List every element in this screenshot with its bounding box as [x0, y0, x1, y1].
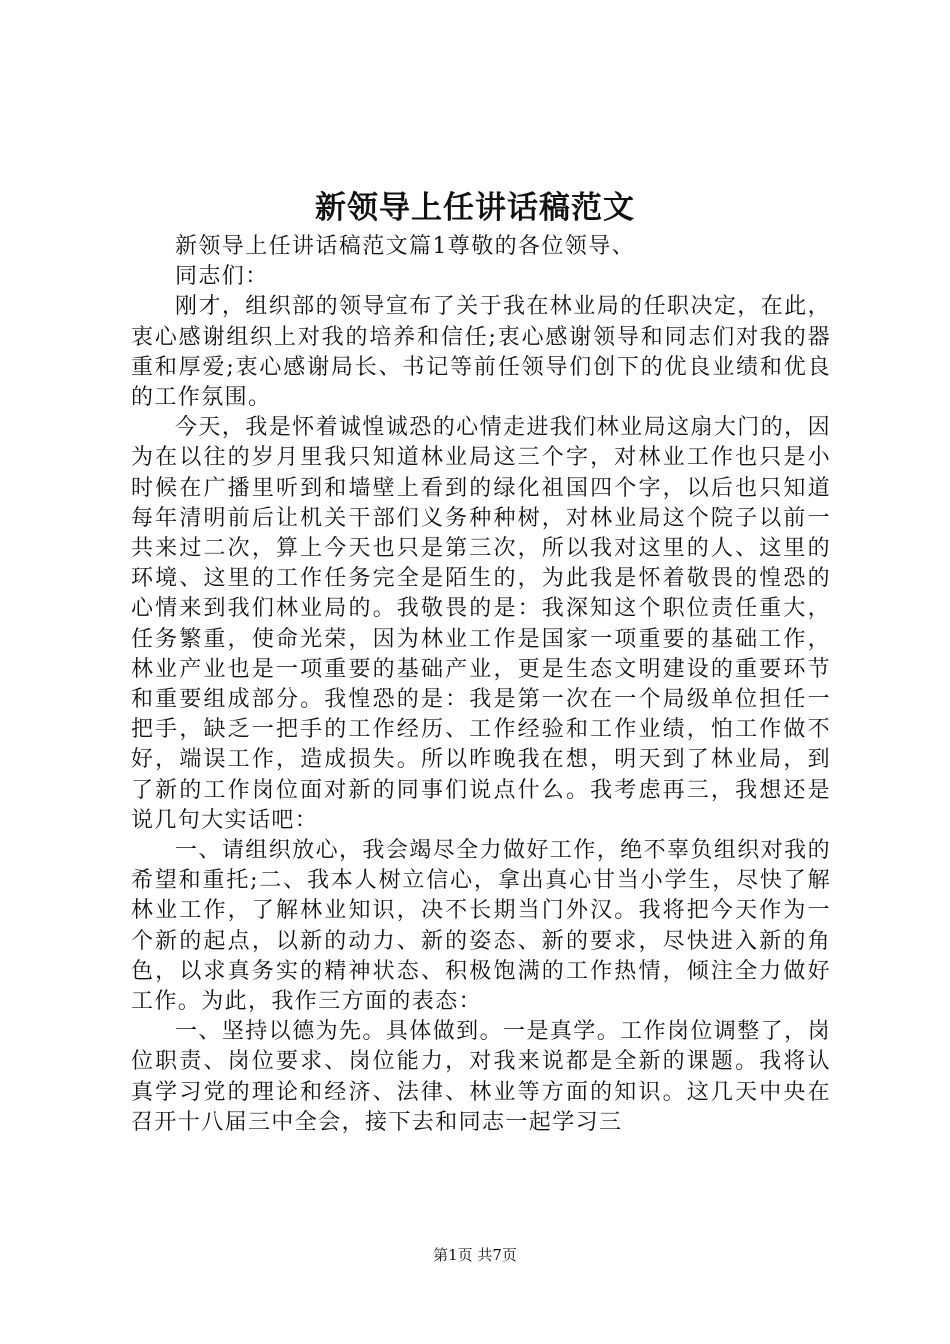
paragraph-feelings: 今天，我是怀着诚惶诚恐的心情走进我们林业局这扇大门的，因为在以往的岁月里我只知道林业局这三个字，对林业工作也只是小时候在广播里听到和墙壁上看到的绿化祖国四个字，以后也只知道每年清明前后让机关干部们义务种种树，对林业局这个院子以前一共来过二次，算上今天也只是第三次，所以我对这里的人、这里的环境、这里的工作任务完全是陌生的，为此我是怀着敬畏的惶恐的心情来到我们林业局的。我敬畏的是：我深知这个职位责任重大，任务繁重，使命光荣，因为林业工作是国家一项重要的基础工作，林业产业也是一项重要的基础产业，更是生态文明建设的重要环节和重要组成部分。我惶恐的是：我是第一次在一个局级单位担任一把手，缺乏一把手的工作经历、工作经验和工作业绩，怕工作做不好，端误工作，造成损失。所以昨晚我在想，明天到了林业局，到了新的工作岗位面对新的同事们说点什么。我考虑再三，我想还是说几句大实话吧：	[131, 415, 831, 833]
document-body	[131, 232, 831, 1138]
paragraph-virtue: 一、坚持以德为先。具体做到。一是真学。工作岗位调整了，岗位职责、岗位要求、岗位能力，对我来说都是全新的课题。我将认真学习党的理论和经济、法律、林业等方面的知识。这几天中央在召开十八届三中全会，接下去和同志一起学习三	[131, 1019, 831, 1135]
paragraph-salutation: 同志们：	[175, 264, 269, 290]
paragraph-intro: 新领导上任讲话稿范文篇1尊敬的各位领导、	[175, 234, 635, 259]
paragraph-thanks: 刚才，组织部的领导宣布了关于我在林业局的任职决定，在此，衷心感谢组织上对我的培养和信任;衷心感谢领导和同志们对我的器重和厚爱;衷心感谢局长、书记等前任领导们创下的优良业绩和优良的工作氛围。	[131, 294, 831, 411]
page-number-footer: 第1页 共7页	[433, 1246, 517, 1264]
document-title: 新领导上任讲话稿范文	[315, 190, 635, 226]
paragraph-commitment: 一、请组织放心，我会竭尽全力做好工作，绝不辜负组织对我的希望和重托;二、我本人树立信心，拿出真心甘当小学生，尽快了解林业工作，了解林业知识，决不长期当门外汉。我将把今天作为一个新的起点，以新的动力、新的姿态、新的要求，尽快进入新的角色，以求真务实的精神状态、积极饱满的工作热情，倾注全力做好工作。为此，我作三方面的表态：	[131, 838, 831, 1015]
